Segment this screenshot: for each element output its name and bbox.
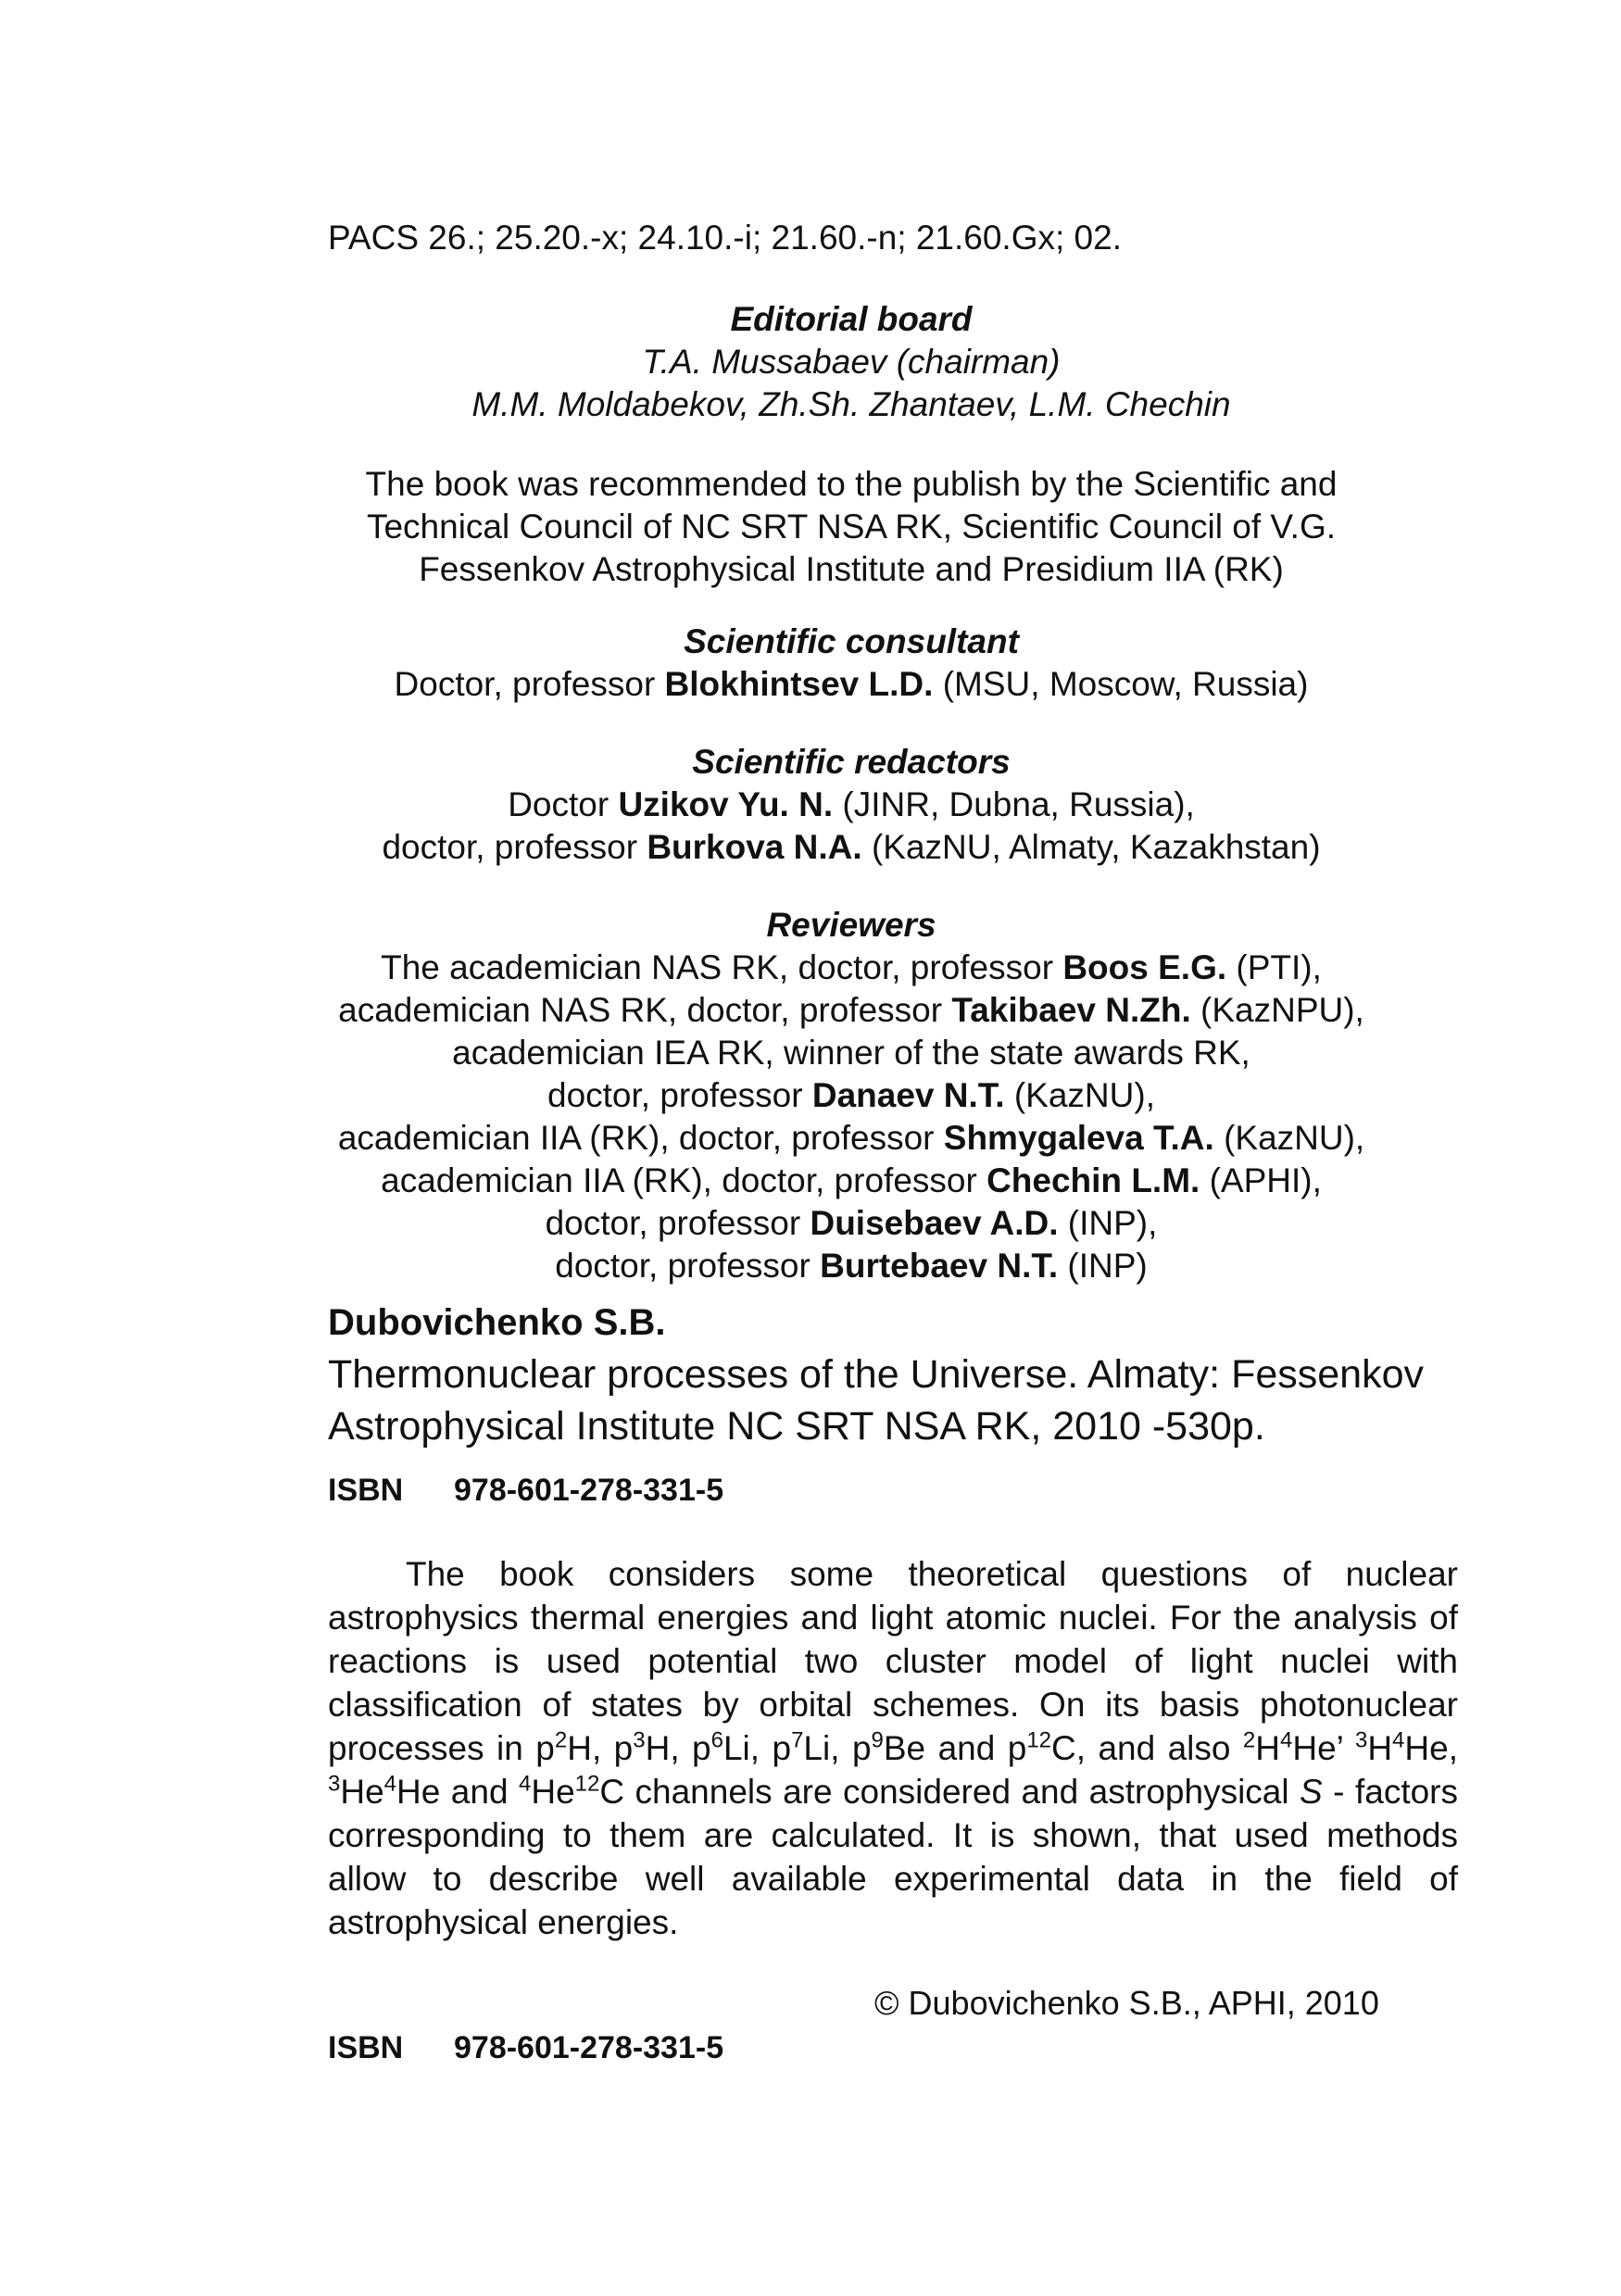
- recommendation: The book was recommended to the publish by the Scientific and Technical Council of NC SRT NSA RK, Scientific Council of V.G. Fessenkov Astrophysical Institute and Presidium IIA (RK): [365, 465, 1338, 588]
- redactor-entry: doctor, professor Burkova N.A. (KazNU, Almaty, Kazakhstan): [382, 828, 1321, 866]
- reviewer-entry: academician IIA (RK), doctor, professor Shmygaleva T.A. (KazNU),: [337, 1119, 1365, 1157]
- pacs-codes: PACS 26.; 25.20.-x; 24.10.-i; 21.60.-n; 21.60.Gx; 02.: [328, 219, 1122, 257]
- reviewer-entry: doctor, professor Burtebaev N.T. (INP): [555, 1247, 1148, 1285]
- author-name: Dubovichenko S.B.: [328, 1302, 666, 1343]
- book-title: Thermonuclear processes of the Universe. Almaty: Fessenkov Astrophysical Institute NC SRT NSA RK, 2010 -530p.: [328, 1352, 1425, 1449]
- copyright-notice: © Dubovichenko S.B., APHI, 2010: [874, 1984, 1379, 2022]
- reviewers: [328, 904, 1375, 1287]
- scientific-redactors: [328, 741, 1375, 869]
- reviewer-entry: The academician NAS RK, doctor, professor Boos E.G. (PTI),: [381, 948, 1322, 986]
- redactor-entry: Doctor Uzikov Yu. N. (JINR, Dubna, Russia),: [508, 785, 1195, 823]
- editorial-chairman: T.A. Mussabaev (chairman): [642, 343, 1061, 381]
- abstract: The book considers some theoretical questions of nuclear astrophysics thermal energies and light atomic nuclei. For the analysis of reactions is used potential two cluster model of light nuclei with classification of states by orbital schemes. On its basis photonuclear processes in $p^2H$, $p^3H$, $p^6Li$, $p^7Li$, $p^9Be$ and $p^{12}C$, and also $^2H^4He$’ $^3H^4He$, $^3$He$^4$He and $^4$He$^{12}$C channels are considered and astrophysical S - factors corresponding to them are calculated. It is shown, that used methods allow to describe well available experimental data in the field of astrophysical energies.: [328, 1555, 1458, 1941]
- scientific-consultant: [328, 621, 1375, 706]
- isbn-top: ISBN 978-601-278-331-5: [328, 1473, 724, 1508]
- reviewer-entry: doctor, professor Danaev N.T. (KazNU),: [547, 1076, 1155, 1114]
- reviewer-entry: doctor, professor Duisebaev A.D. (INP),: [545, 1204, 1158, 1242]
- editorial-members: M.M. Moldabekov, Zh.Sh. Zhantaev, L.M. Chechin: [471, 385, 1231, 423]
- consultant-heading: Scientific consultant: [684, 622, 1019, 660]
- editorial-board: [328, 298, 1375, 426]
- redactors-heading: Scientific redactors: [692, 743, 1011, 781]
- reviewer-entry: academician NAS RK, doctor, professor Takibaev N.Zh. (KazNPU),: [338, 991, 1364, 1029]
- reviewer-entry: academician IEA RK, winner of the state awards RK,: [452, 1034, 1250, 1072]
- consultant-entry: Doctor, professor Blokhintsev L.D. (MSU, Moscow, Russia): [394, 665, 1309, 703]
- editorial-heading: Editorial board: [730, 300, 973, 338]
- reviewer-entry: academician IIA (RK), doctor, professor Chechin L.M. (APHI),: [381, 1161, 1322, 1199]
- reviewers-heading: Reviewers: [766, 906, 936, 944]
- isbn-bottom: ISBN 978-601-278-331-5: [328, 2030, 724, 2065]
